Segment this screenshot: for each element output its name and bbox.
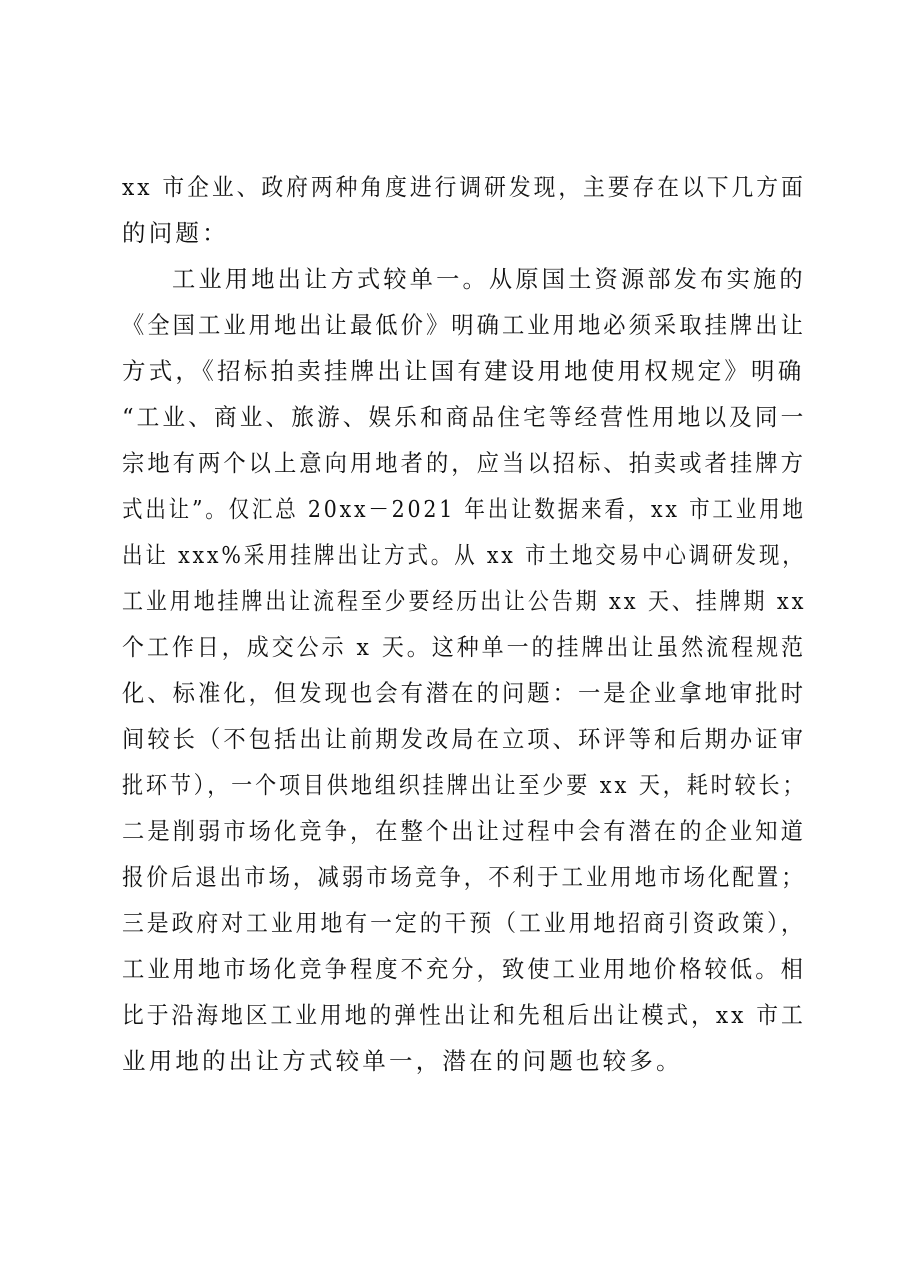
text-line: 三是政府对工业用地有一定的干预（工业用地招商引资政策），: [122, 909, 806, 937]
text-line: 批环节），一个项目供地组织挂牌出让至少要 xx 天，耗时较长；: [122, 771, 807, 799]
text-line: 报价后退出市场，减弱市场竞争，不利于工业用地市场化配置；: [122, 863, 806, 891]
text-line: 出让 xxx%采用挂牌出让方式。从 xx 市土地交易中心调研发现，: [122, 541, 806, 569]
text-line: 式出让”。仅汇总 20xx－2021 年出让数据来看，xx 市工业用地: [122, 495, 806, 523]
text-line: 业用地的出让方式较单一，潜在的问题也较多。: [122, 1047, 683, 1075]
text-line: “工业、商业、旅游、娱乐和商品住宅等经营性用地以及同一: [122, 403, 807, 431]
text-line: 二是削弱市场化竞争，在整个出让过程中会有潜在的企业知道: [122, 817, 806, 845]
text-line: 工业用地挂牌出让流程至少要经历出让公告期 xx 天、挂牌期 xx: [122, 587, 807, 615]
text-line: 化、标准化，但发现也会有潜在的问题：一是企业拿地审批时: [122, 679, 806, 707]
text-line: 的问题：: [122, 219, 229, 247]
text-line: 比于沿海地区工业用地的弹性出让和先租后出让模式，xx 市工: [122, 1001, 806, 1029]
text-line: 《全国工业用地出让最低价》明确工业用地必须采取挂牌出让: [122, 311, 806, 339]
text-line: xx 市企业、政府两种角度进行调研发现，主要存在以下几方面: [122, 173, 806, 201]
text-line: 工业用地市场化竞争程度不充分，致使工业用地价格较低。相: [122, 955, 806, 983]
text-line: 间较长（不包括出让前期发改局在立项、环评等和后期办证审: [122, 725, 806, 753]
text-line: 宗地有两个以上意向用地者的，应当以招标、拍卖或者挂牌方: [122, 449, 806, 477]
text-line: 个工作日，成交公示 x 天。这种单一的挂牌出让虽然流程规范: [122, 633, 806, 661]
paragraph-first-line: 工业用地出让方式较单一。从原国土资源部发布实施的: [172, 265, 806, 293]
text-line: 方式，《招标拍卖挂牌出让国有建设用地使用权规定》明确: [122, 357, 805, 385]
